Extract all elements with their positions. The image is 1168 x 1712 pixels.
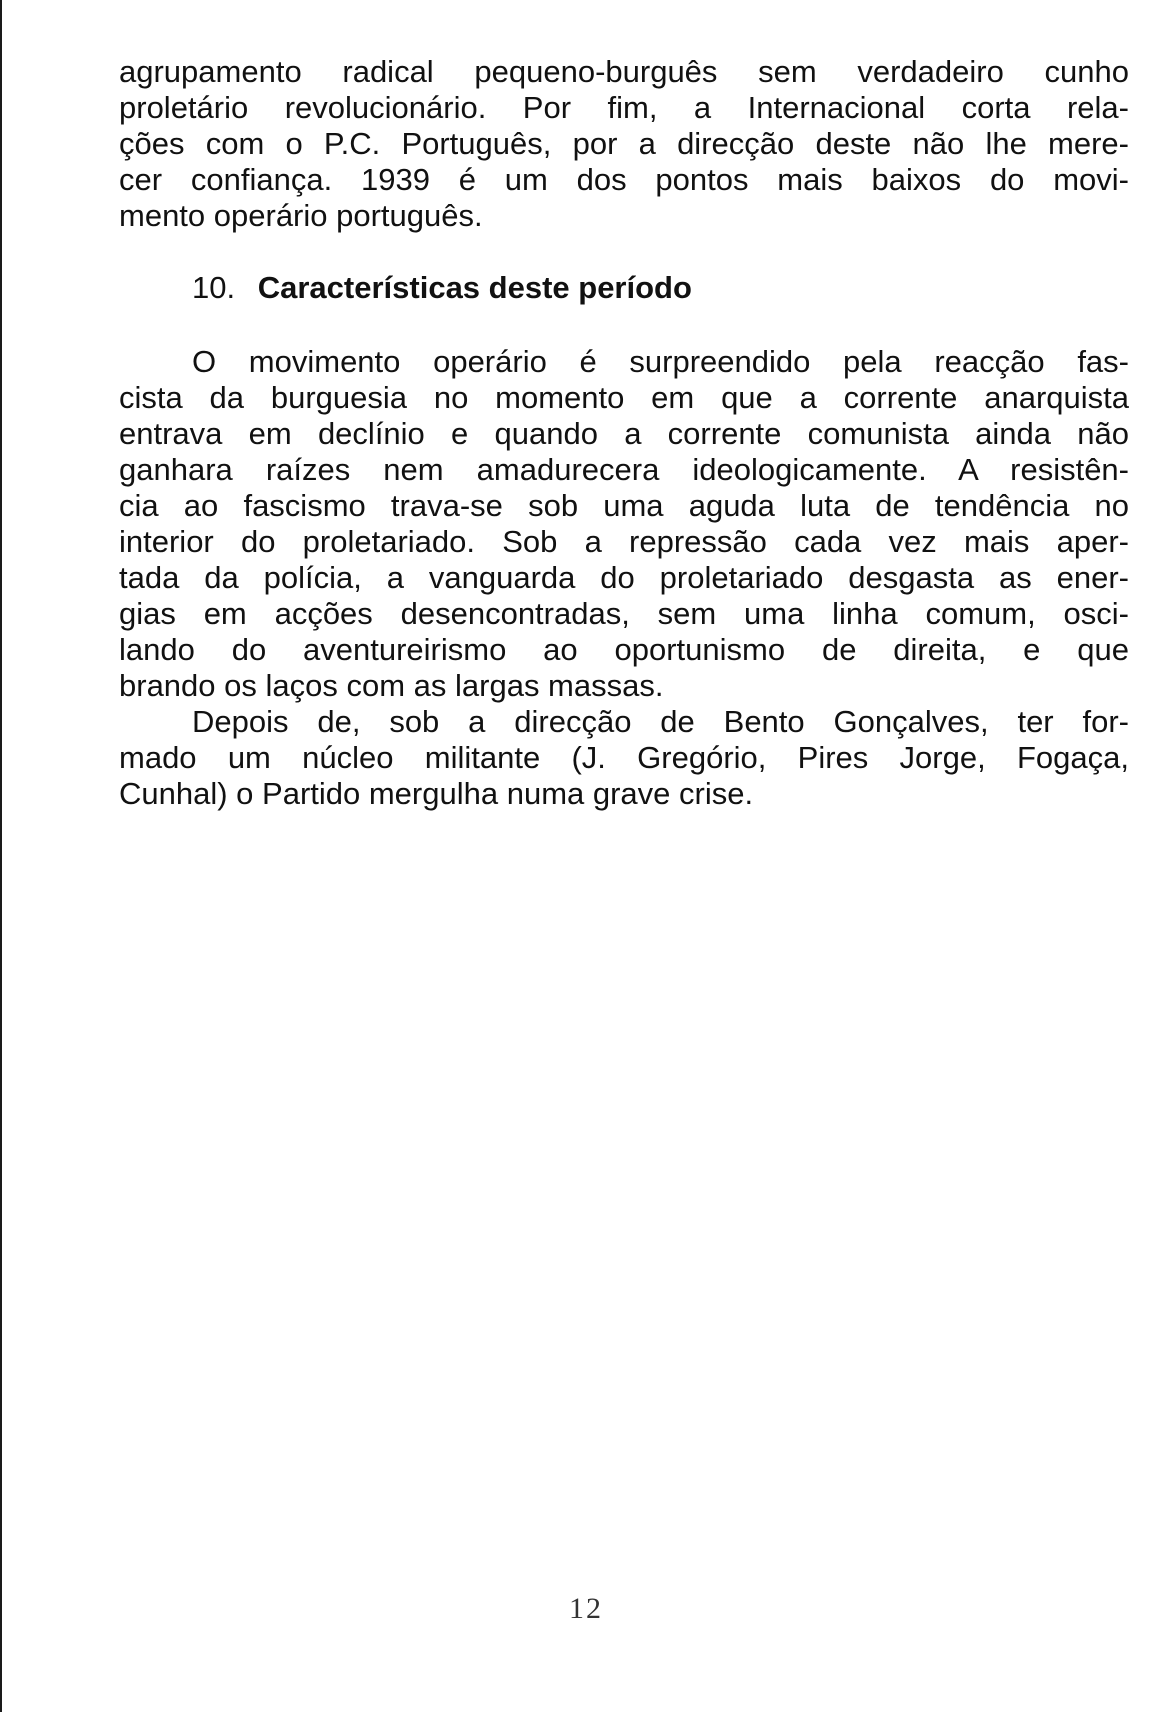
paragraph-3-line: Cunhal) o Partido mergulha numa grave crise. bbox=[119, 776, 754, 811]
section-number: 10. bbox=[192, 270, 236, 305]
section-heading bbox=[192, 270, 692, 306]
paragraph-line: agrupamento radical pequeno-burguês sem verdadeiro cunho bbox=[119, 54, 1129, 89]
paragraph-line: ganhara raízes nem amadurecera ideologicamente. A resistên- bbox=[119, 452, 1129, 487]
paragraph-3-line: mado um núcleo militante (J. Gregório, Pires Jorge, Fogaça, bbox=[119, 740, 1129, 775]
section-title: Características deste período bbox=[257, 270, 692, 305]
paragraph-line: gias em acções desencontradas, sem uma linha comum, osci- bbox=[119, 596, 1129, 631]
paragraph-line: cer confiança. 1939 é um dos pontos mais baixos do movi- bbox=[119, 162, 1129, 197]
paragraph-line: tada da polícia, a vanguarda do proletariado desgasta as ener- bbox=[119, 560, 1129, 595]
paragraph-line: O movimento operário é surpreendido pela reacção fas- bbox=[192, 344, 1129, 379]
paragraph-line: mento operário português. bbox=[119, 198, 483, 233]
paragraph-line: cia ao fascismo trava-se sob uma aguda luta de tendência no bbox=[119, 488, 1129, 523]
paragraph-line: lando do aventureirismo ao oportunismo de direita, e que bbox=[119, 632, 1129, 667]
paragraph-2 bbox=[119, 344, 1129, 812]
page-number: 12 bbox=[569, 1592, 603, 1625]
paragraph-line: ções com o P.C. Português, por a direcção deste não lhe mere- bbox=[119, 126, 1129, 161]
paragraph-1 bbox=[119, 54, 1129, 234]
paragraph-3-line: Depois de, sob a direcção de Bento Gonçalves, ter for- bbox=[192, 704, 1129, 739]
paragraph-line: interior do proletariado. Sob a repressão cada vez mais aper- bbox=[119, 524, 1129, 559]
paragraph-line: entrava em declínio e quando a corrente comunista ainda não bbox=[119, 416, 1129, 451]
paragraph-line: proletário revolucionário. Por fim, a Internacional corta rela- bbox=[119, 90, 1129, 125]
paragraph-line: cista da burguesia no momento em que a corrente anarquista bbox=[119, 380, 1129, 415]
paragraph-line: brando os laços com as largas massas. bbox=[119, 668, 664, 703]
